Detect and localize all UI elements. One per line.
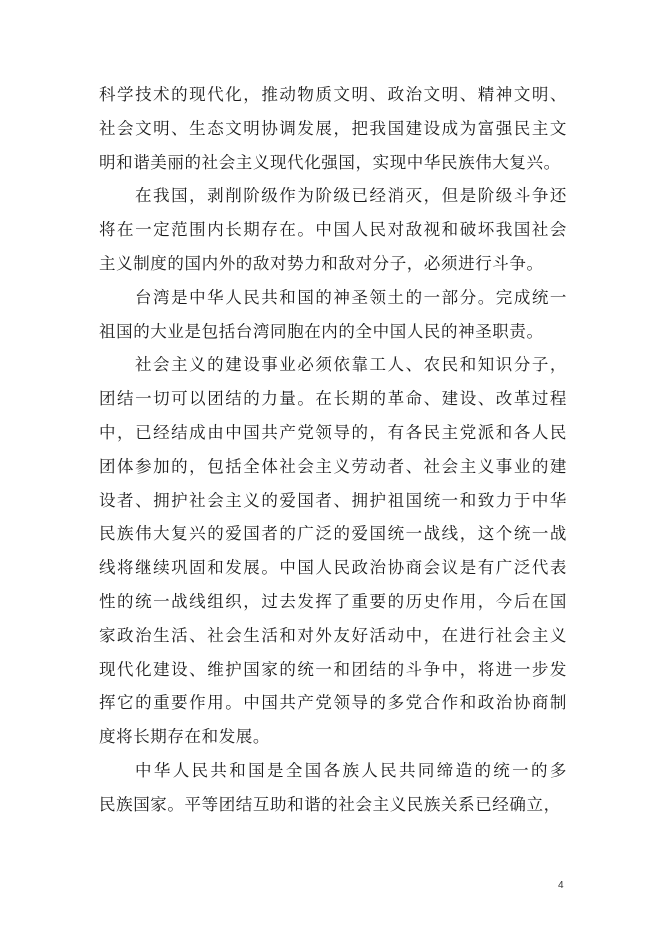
text-line: 现代化建设、维护国家的统一和团结的斗争中，将进一步发 bbox=[99, 659, 567, 679]
text-line: 台湾是中华人民共和国的神圣领土的一部分。完成统一 bbox=[135, 287, 567, 307]
text-line: 设者、拥护社会主义的爱国者、拥护祖国统一和致力于中华 bbox=[99, 490, 567, 510]
text-line: 团体参加的，包括全体社会主义劳动者、社会主义事业的建 bbox=[99, 456, 567, 476]
text-line: 民族伟大复兴的爱国者的广泛的爱国统一战线，这个统一战 bbox=[99, 524, 567, 544]
page-number: 4 bbox=[558, 880, 564, 891]
text-line: 中华人民共和国是全国各族人民共同缔造的统一的多 bbox=[135, 760, 567, 780]
text-line: 挥它的重要作用。中国共产党领导的多党合作和政治协商制 bbox=[99, 693, 567, 713]
body-text bbox=[99, 78, 567, 822]
text-line: 团结一切可以团结的力量。在长期的革命、建设、改革过程 bbox=[99, 389, 567, 409]
text-line: 性的统一战线组织，过去发挥了重要的历史作用，今后在国 bbox=[99, 591, 567, 611]
text-line: 在我国，剥削阶级作为阶级已经消灭，但是阶级斗争还 bbox=[135, 186, 567, 206]
text-line: 社会主义的建设事业必须依靠工人、农民和知识分子， bbox=[135, 355, 567, 375]
text-line: 度将长期存在和发展。 bbox=[99, 727, 270, 747]
text-line: 民族国家。平等团结互助和谐的社会主义民族关系已经确立， bbox=[99, 794, 561, 814]
text-line: 祖国的大业是包括台湾同胞在内的全中国人民的神圣职责。 bbox=[99, 321, 544, 341]
text-line: 社会文明、生态文明协调发展，把我国建设成为富强民主文 bbox=[99, 118, 567, 138]
text-line: 主义制度的国内外的敌对势力和敌对分子，必须进行斗争。 bbox=[99, 253, 544, 273]
text-line: 将在一定范围内长期存在。中国人民对敌视和破坏我国社会 bbox=[99, 220, 567, 240]
text-line: 中，已经结成由中国共产党领导的，有各民主党派和各人民 bbox=[99, 422, 567, 442]
text-line: 线将继续巩固和发展。中国人民政治协商会议是有广泛代表 bbox=[99, 558, 567, 578]
text-line: 明和谐美丽的社会主义现代化强国，实现中华民族伟大复兴。 bbox=[99, 152, 561, 172]
text-line: 家政治生活、社会生活和对外友好活动中，在进行社会主义 bbox=[99, 625, 567, 645]
text-line: 科学技术的现代化，推动物质文明、政治文明、精神文明、 bbox=[99, 85, 567, 104]
